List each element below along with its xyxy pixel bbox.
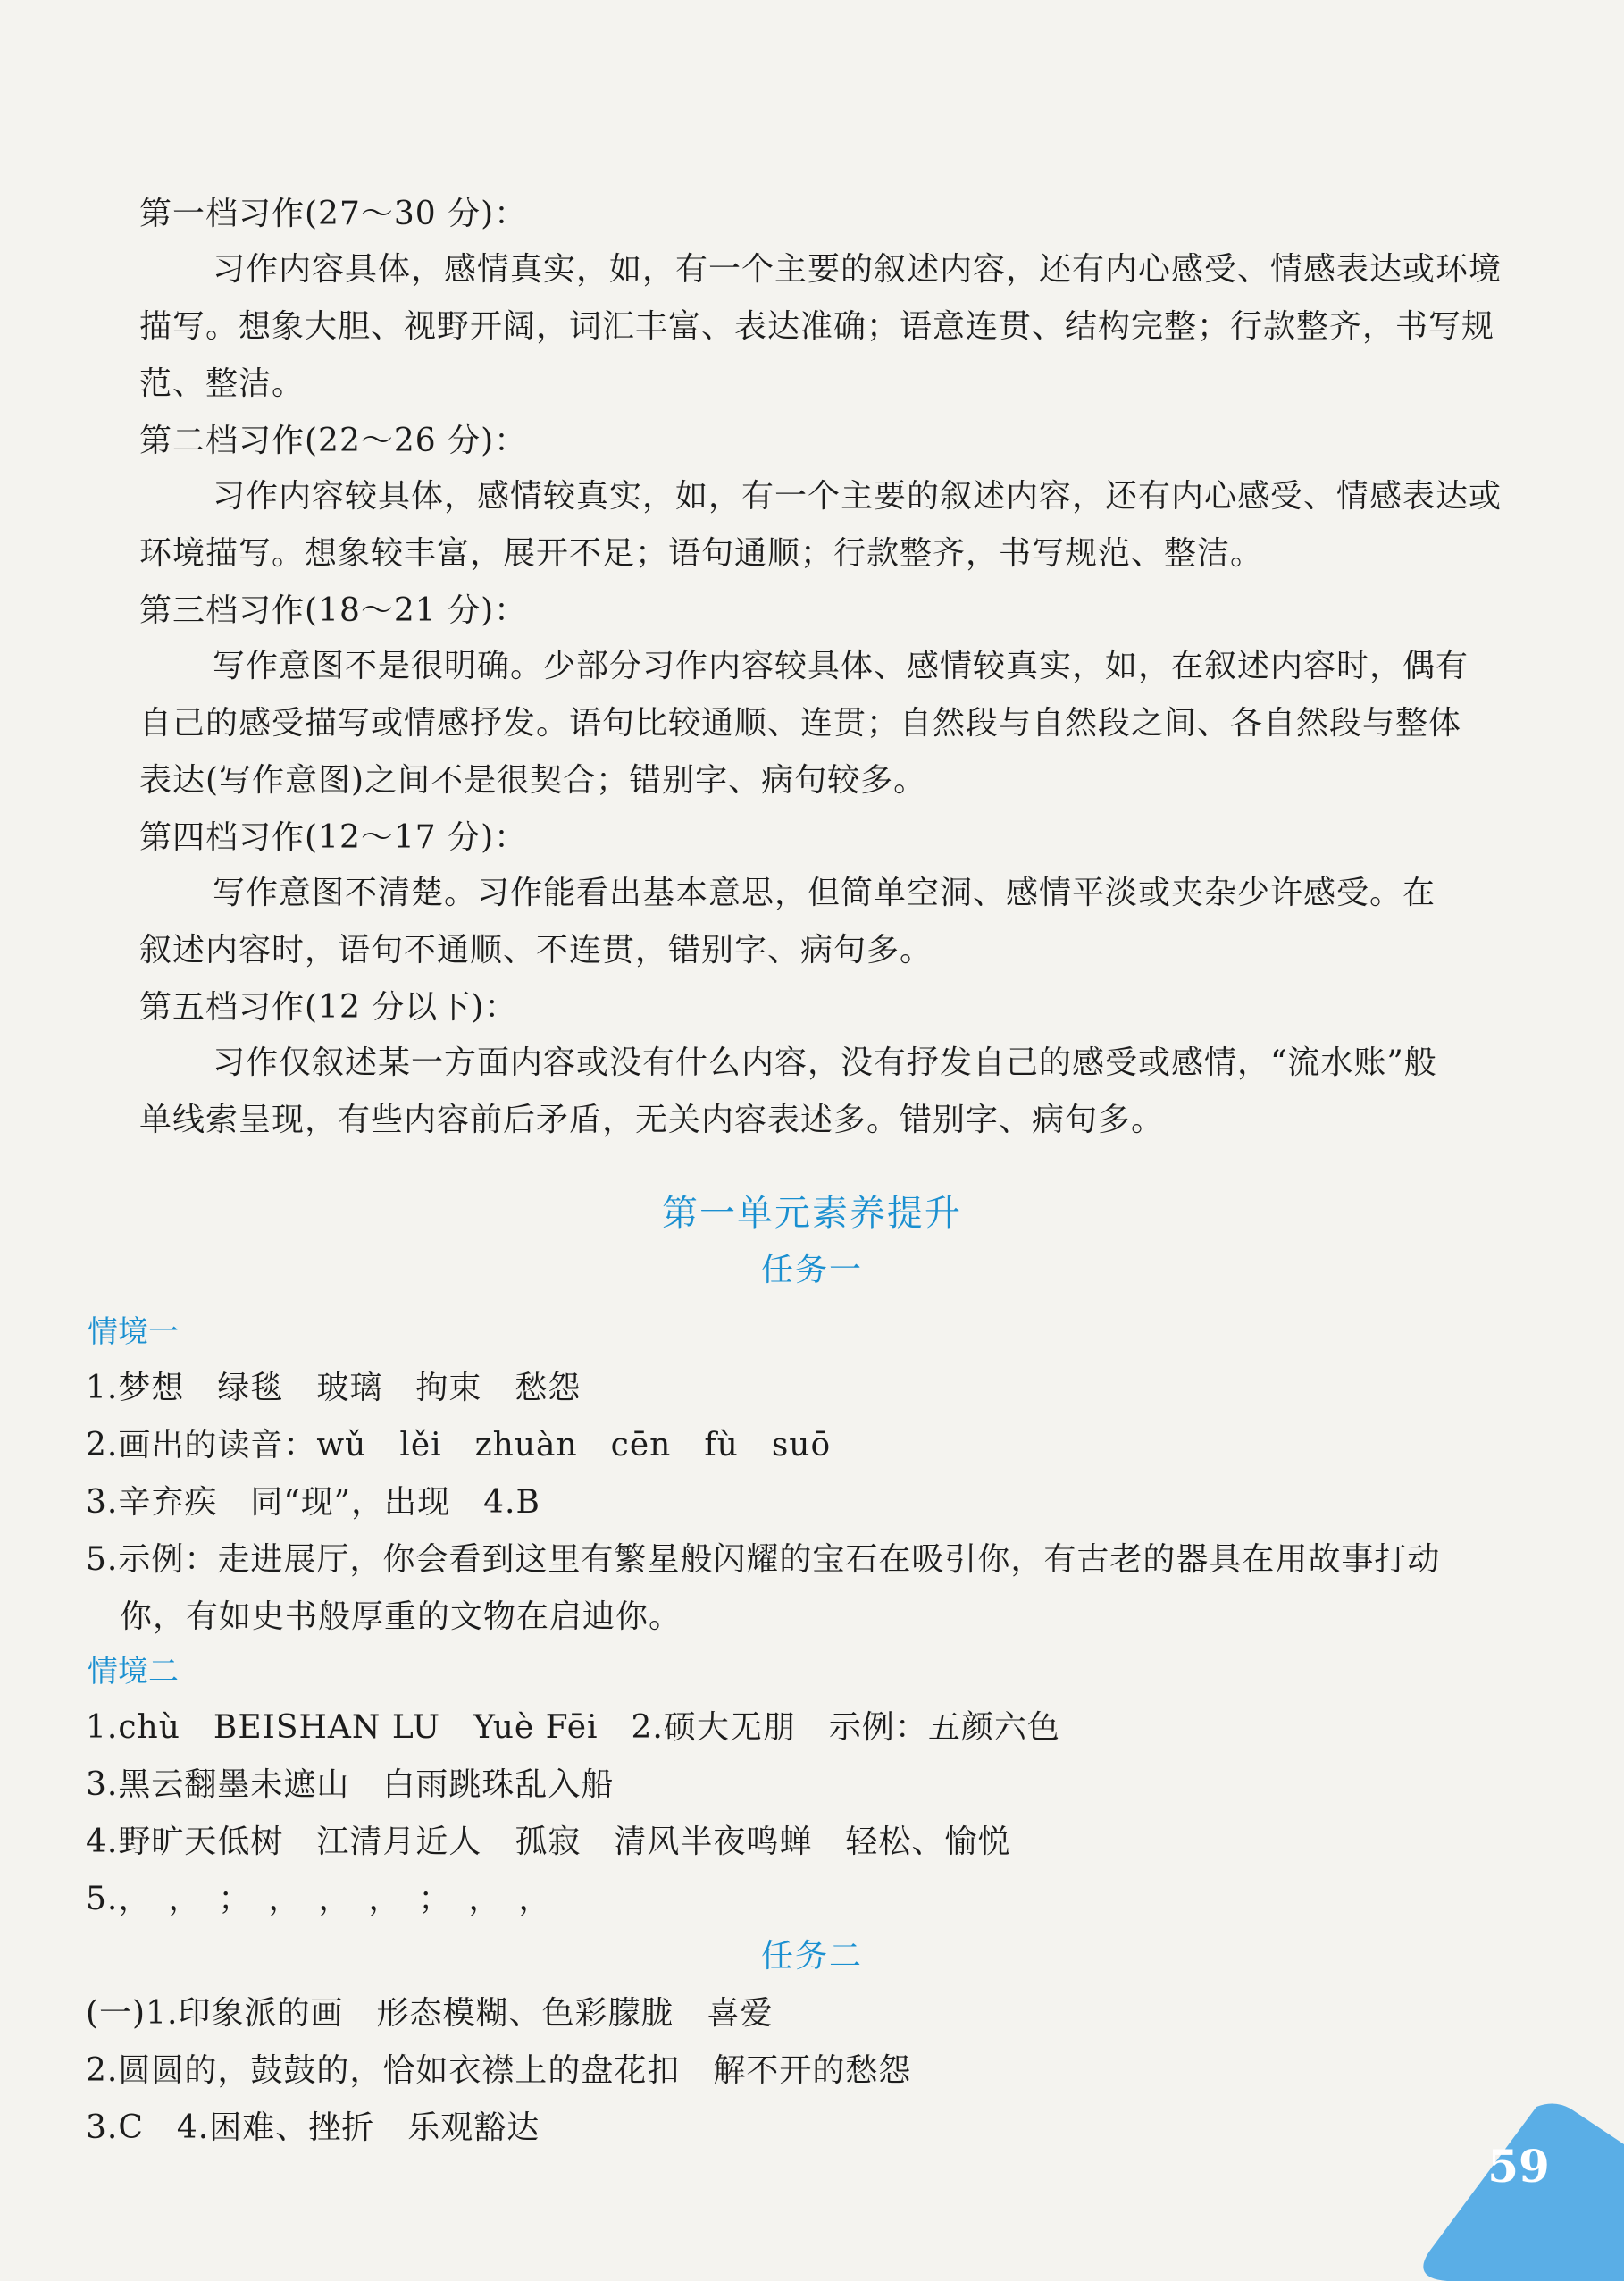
- task1-title: 任务一: [760, 1252, 863, 1288]
- level2-text: 环境描写。想象较丰富，展开不足；语句通顺；行款整齐，书写规范、整洁。: [139, 535, 1264, 572]
- level2-heading: 第二档习作(22～26 分)：: [139, 423, 528, 459]
- level4-text: 叙述内容时，语句不通顺、不连贯，错别字、病句多。: [139, 932, 933, 969]
- answer-line: 1.chù BEISHAN LU Yuè Fēi 2.硕大无朋 示例：五颜六色: [86, 1709, 1060, 1746]
- answer-line: 3.辛弃疾 同“现”，出现 4.B: [86, 1484, 540, 1521]
- level3-heading: 第三档习作(18～21 分)：: [139, 592, 528, 629]
- level3-text: 自己的感受描写或情感抒发。语句比较通顺、连贯；自然段与自然段之间、各自然段与整体: [139, 705, 1462, 742]
- level4-heading: 第四档习作(12～17 分)：: [139, 819, 528, 856]
- answer-line: 你，有如史书般厚重的文物在启迪你。: [120, 1598, 682, 1635]
- level1-text: 习作内容具体，感情真实，如，有一个主要的叙述内容，还有内心感受、情感表达或环境: [213, 251, 1503, 288]
- level3-text: 写作意图不是很明确。少部分习作内容较具体、感情较真实，如，在叙述内容时，偶有: [213, 648, 1469, 684]
- level1-text: 描写。想象大胆、视野开阔，词汇丰富、表达准确；语意连贯、结构完整；行款整齐，书写规: [139, 308, 1495, 345]
- scene2-label: 情境二: [88, 1654, 179, 1690]
- answer-line: 4.野旷天低树 江清月近人 孤寂 清风半夜鸣蝉 轻松、愉悦: [86, 1824, 1011, 1860]
- page-number: 59: [1487, 2140, 1550, 2193]
- scene1-label: 情境一: [88, 1314, 179, 1350]
- level5-text: 习作仅叙述某一方面内容或没有什么内容，没有抒发自己的感受或感情，“流水账”般: [213, 1044, 1437, 1081]
- task2-title: 任务二: [760, 1938, 863, 1975]
- answer-line: 2.圆圆的，鼓鼓的，恰如衣襟上的盘花扣 解不开的愁怨: [86, 2052, 912, 2089]
- answer-line: 5.， ， ； ， ， ， ； ， ，: [86, 1881, 552, 1917]
- answer-line: (一)1.印象派的画 形态模糊、色彩朦胧 喜爱: [86, 1995, 774, 2032]
- answer-line: 1.梦想 绿毯 玻璃 拘束 愁怨: [86, 1370, 582, 1406]
- level1-heading: 第一档习作(27～30 分)：: [139, 196, 528, 232]
- answer-line: 5.示例：走进展厅，你会看到这里有繁星般闪耀的宝石在吸引你，有古老的器具在用故事打动: [86, 1541, 1441, 1578]
- level3-text: 表达(写作意图)之间不是很契合；错别字、病句较多。: [139, 762, 927, 799]
- answer-line: 3.黑云翻墨未遮山 白雨跳珠乱入船: [86, 1766, 615, 1803]
- answer-line: 3.C 4.困难、挫折 乐观豁达: [86, 2109, 540, 2146]
- level4-text: 写作意图不清楚。习作能看出基本意思，但简单空洞、感情平淡或夹杂少许感受。在: [213, 875, 1436, 911]
- answer-line: 2.画出的读音：wǔ lěi zhuàn cēn fù suō: [86, 1427, 832, 1463]
- level2-text: 习作内容较具体，感情较真实，如，有一个主要的叙述内容，还有内心感受、情感表达或: [213, 478, 1503, 515]
- level1-text: 范、整洁。: [139, 365, 306, 402]
- level5-heading: 第五档习作(12 分以下)：: [139, 989, 518, 1026]
- level5-text: 单线索呈现，有些内容前后矛盾，无关内容表述多。错别字、病句多。: [139, 1102, 1165, 1138]
- unit-title: 第一单元素养提升: [662, 1193, 962, 1234]
